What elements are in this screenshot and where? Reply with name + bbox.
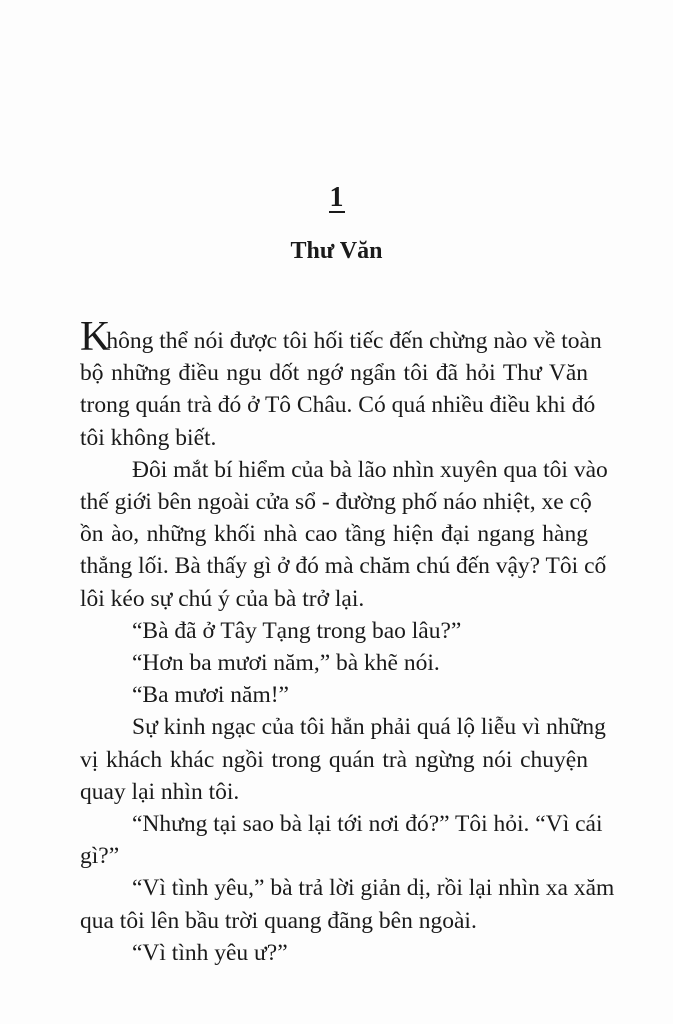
dialogue-paragraph (80, 937, 588, 969)
dialogue-paragraph (80, 872, 615, 936)
paragraph (80, 454, 608, 615)
paragraph (80, 314, 602, 454)
drop-cap: K (80, 314, 107, 360)
text-line: thẳng lối. Bà thấy gì ở đó mà chăm chú đến vậy? Tôi cố (80, 553, 607, 580)
text-line: ồn ào, những khối nhà cao tầng hiện đại ngang hàng (80, 521, 588, 548)
text-line: qua tôi lên bầu trời quang đãng bên ngoài. (80, 907, 477, 934)
chapter-title: Thư Văn (290, 238, 383, 264)
chapter-number (0, 181, 673, 215)
paragraph (80, 711, 606, 808)
dialogue-paragraph (80, 647, 588, 679)
text-line: thế giới bên ngoài cửa sổ - đường phố náo nhiệt, xe cộ (80, 489, 592, 516)
dialogue-paragraph (80, 808, 603, 872)
text-line: “Vì tình yêu ư?” (132, 939, 288, 966)
text-line: Sự kinh ngạc của tôi hẳn phải quá lộ liễu vì những (132, 714, 606, 741)
dialogue-paragraph (80, 615, 588, 647)
chapter-number-text: 1 (329, 182, 344, 213)
text-line: quay lại nhìn tôi. (80, 778, 240, 805)
text-line: trong quán trà đó ở Tô Châu. Có quá nhiều điều khi đó (80, 392, 596, 419)
text-line: bộ những điều ngu dốt ngớ ngẩn tôi đã hỏi Thư Văn (80, 360, 588, 387)
text-line: Đôi mắt bí hiểm của bà lão nhìn xuyên qua tôi vào (132, 456, 608, 483)
text-line: lôi kéo sự chú ý của bà trở lại. (80, 585, 365, 612)
text-line (80, 314, 602, 360)
text-line: “Vì tình yêu,” bà trả lời giản dị, rồi lại nhìn xa xăm (132, 875, 615, 902)
dialogue-paragraph (80, 679, 588, 711)
text-line: “Nhưng tại sao bà lại tới nơi đó?” Tôi hỏi. “Vì cái (132, 811, 603, 838)
text-line: gì?” (80, 843, 120, 870)
chapter-body (80, 314, 615, 969)
text-line: “Ba mươi năm!” (132, 682, 289, 709)
text-line: “Hơn ba mươi năm,” bà khẽ nói. (132, 650, 440, 677)
text-line-content: hông thể nói được tôi hối tiếc đến chừng nào về toàn (106, 328, 602, 354)
text-line: tôi không biết. (80, 424, 217, 451)
text-line: vị khách khác ngồi trong quán trà ngừng nói chuyện (80, 746, 588, 773)
text-line: “Bà đã ở Tây Tạng trong bao lâu?” (132, 617, 462, 644)
